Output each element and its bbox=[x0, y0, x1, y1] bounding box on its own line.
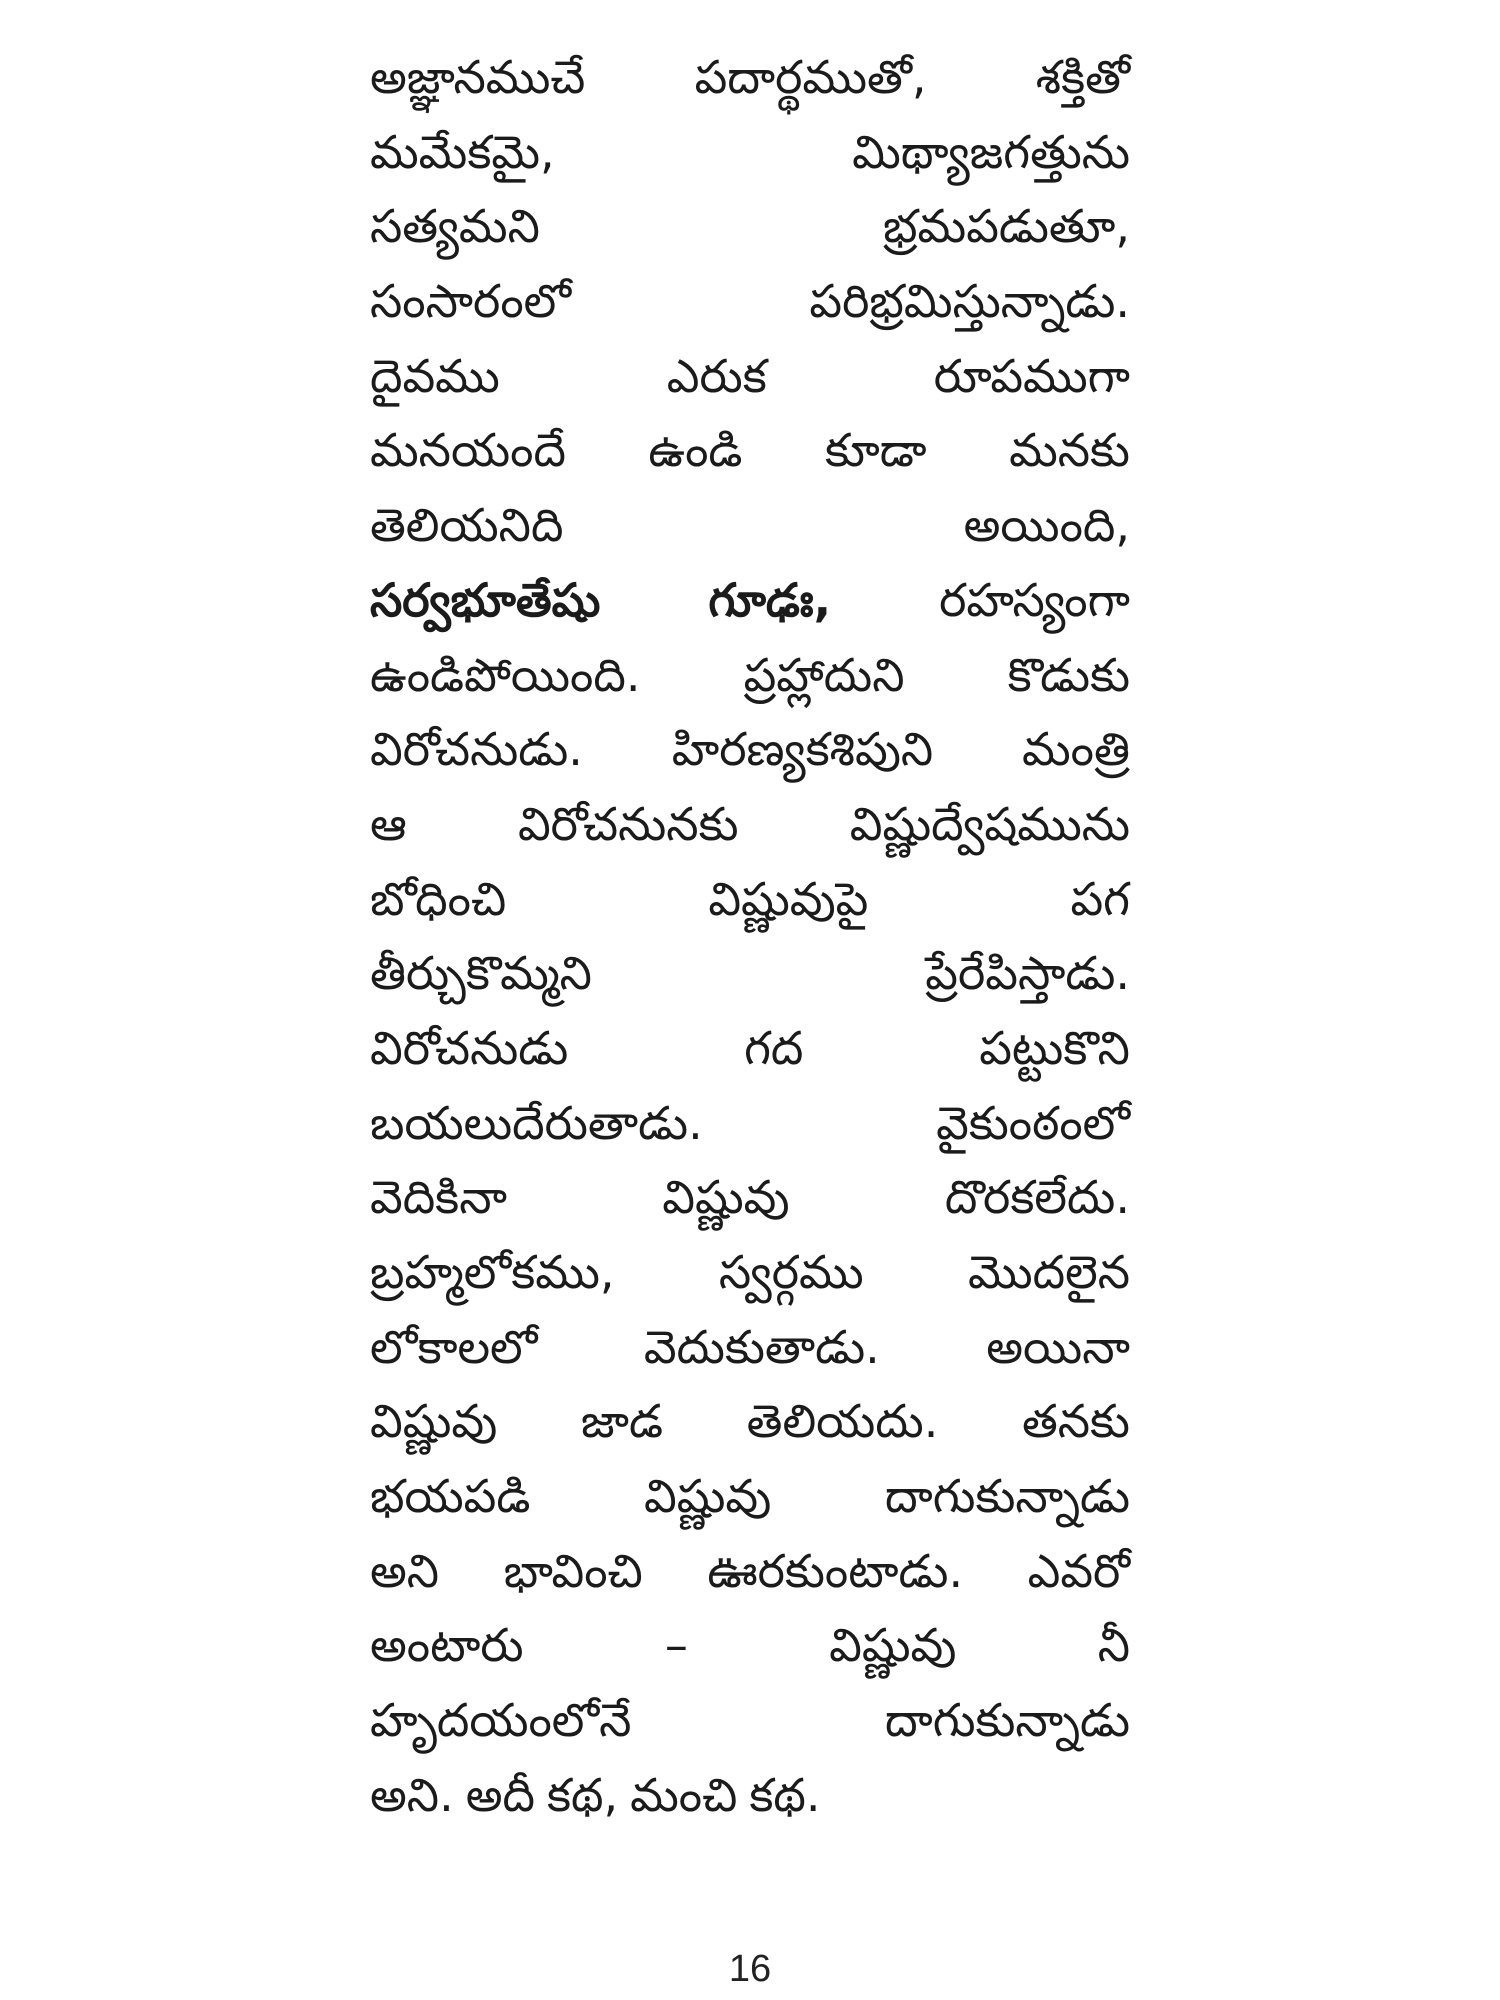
word: విష్ణువు bbox=[662, 1170, 790, 1225]
word: మంచి bbox=[630, 1767, 738, 1822]
word: విష్ణుద్వేషమును bbox=[849, 796, 1130, 851]
page-number: 16 bbox=[728, 1948, 772, 1990]
word: కథ. bbox=[749, 1767, 821, 1822]
word: బోధించి bbox=[370, 871, 507, 926]
text-line bbox=[370, 1608, 1130, 1683]
word: మమేకమై, bbox=[370, 124, 555, 179]
text-line bbox=[370, 1160, 1130, 1235]
word: హిరణ్యకశిపుని bbox=[671, 722, 934, 777]
bold-term: సర్వభూతేషు bbox=[370, 572, 601, 627]
word: దాగుకున్నాడు bbox=[884, 1469, 1130, 1524]
word: విరోచనునకు bbox=[517, 796, 739, 851]
text-line bbox=[370, 862, 1130, 937]
word: విష్ణువు bbox=[829, 1618, 957, 1673]
word: అని. bbox=[370, 1767, 454, 1822]
text-line bbox=[370, 563, 1130, 638]
text-line bbox=[370, 1011, 1130, 1086]
word: మిథ్యాజగత్తును bbox=[852, 124, 1130, 179]
word: వైకుంఠంలో bbox=[936, 1095, 1130, 1150]
text-line bbox=[370, 936, 1130, 1011]
text-line-last bbox=[370, 1758, 1130, 1833]
text-line bbox=[370, 115, 1130, 190]
word: మంత్రి bbox=[1022, 722, 1130, 777]
word: తెలియనిది bbox=[370, 498, 564, 553]
word: అజ్ఞానముచే bbox=[370, 50, 586, 104]
word: సత్యమని bbox=[370, 199, 540, 254]
word: భయపడి bbox=[370, 1469, 531, 1524]
word: పరిభ్రమిస్తున్నాడు. bbox=[809, 274, 1130, 329]
word: ఎవరో bbox=[1027, 1543, 1130, 1598]
text-line bbox=[370, 1310, 1130, 1385]
word: అయినా bbox=[986, 1319, 1130, 1374]
text-line bbox=[370, 1459, 1130, 1534]
word: మనకు bbox=[1009, 423, 1130, 478]
word: నీ bbox=[1097, 1618, 1130, 1673]
word: తెలియదు. bbox=[746, 1394, 939, 1449]
word: తీర్చుకొమ్మని bbox=[370, 946, 592, 1001]
text-line bbox=[370, 1384, 1130, 1459]
text-line bbox=[370, 339, 1130, 414]
word: పట్టుకొని bbox=[979, 1020, 1130, 1075]
text-line bbox=[370, 488, 1130, 563]
word: అంటారు bbox=[370, 1618, 524, 1673]
word: పదార్థముతో, bbox=[694, 50, 927, 104]
word: కొడుకు bbox=[1007, 647, 1130, 702]
word: దైవము bbox=[370, 348, 500, 403]
word: ఊరకుంటాడు. bbox=[707, 1543, 964, 1598]
text-line bbox=[370, 1235, 1130, 1310]
word: విష్ణువు bbox=[370, 1394, 498, 1449]
text-line bbox=[370, 264, 1130, 339]
word: మొదలైన bbox=[968, 1245, 1130, 1299]
bold-term: గూఢః, bbox=[708, 572, 832, 627]
word: అని bbox=[370, 1543, 440, 1598]
word: శక్తితో bbox=[1035, 50, 1130, 104]
word: కూడా bbox=[824, 423, 927, 478]
word: మనయందే bbox=[370, 423, 566, 478]
body-text bbox=[370, 40, 1130, 1833]
word: లోకాలలో bbox=[370, 1319, 538, 1374]
word: వెదికినా bbox=[370, 1170, 507, 1225]
word: రహస్యంగా bbox=[939, 572, 1130, 627]
word: దాగుకున్నాడు bbox=[884, 1693, 1130, 1748]
word: ప్రహ్లాదుని bbox=[743, 647, 905, 702]
word: ఉండి bbox=[648, 423, 743, 478]
word: ప్రేరేపిస్తాడు. bbox=[925, 946, 1130, 1001]
word: – bbox=[664, 1618, 688, 1673]
word: అదీ bbox=[465, 1767, 535, 1822]
word: విరోచనుడు bbox=[370, 1020, 569, 1075]
word: పగ bbox=[1070, 871, 1130, 926]
word: విష్ణువు bbox=[643, 1469, 772, 1524]
word: విరోచనుడు. bbox=[370, 722, 583, 777]
word: కథ, bbox=[547, 1767, 619, 1822]
word: ఉండిపోయింది. bbox=[370, 647, 641, 702]
text-line bbox=[370, 1683, 1130, 1758]
word: సంసారంలో bbox=[370, 274, 571, 329]
word: తనకు bbox=[1021, 1394, 1130, 1449]
word: ఆ bbox=[370, 796, 407, 851]
word: విష్ణువుపై bbox=[708, 871, 869, 926]
word: బ్రహ్మలోకము, bbox=[370, 1245, 615, 1299]
word: అయింది, bbox=[963, 498, 1130, 553]
text-line bbox=[370, 40, 1130, 115]
text-line bbox=[370, 712, 1130, 787]
word: భావించి bbox=[503, 1543, 643, 1598]
text-line bbox=[370, 787, 1130, 862]
text-line bbox=[370, 1086, 1130, 1161]
word: వెదుకుతాడు. bbox=[643, 1319, 880, 1374]
word: రూపముగా bbox=[933, 348, 1130, 403]
word: హృదయంలోనే bbox=[370, 1693, 632, 1748]
word: జాడ bbox=[580, 1394, 664, 1449]
text-line bbox=[370, 413, 1130, 488]
text-line bbox=[370, 189, 1130, 264]
word: బయలుదేరుతాడు. bbox=[370, 1095, 703, 1150]
word: ఎరుక bbox=[666, 348, 767, 403]
word: స్వర్గము bbox=[718, 1245, 864, 1299]
text-line bbox=[370, 1534, 1130, 1609]
text-line bbox=[370, 638, 1130, 713]
word: దొరకలేదు. bbox=[944, 1170, 1130, 1225]
word: భ్రమపడుతూ, bbox=[883, 199, 1130, 254]
word: గద bbox=[744, 1020, 804, 1075]
